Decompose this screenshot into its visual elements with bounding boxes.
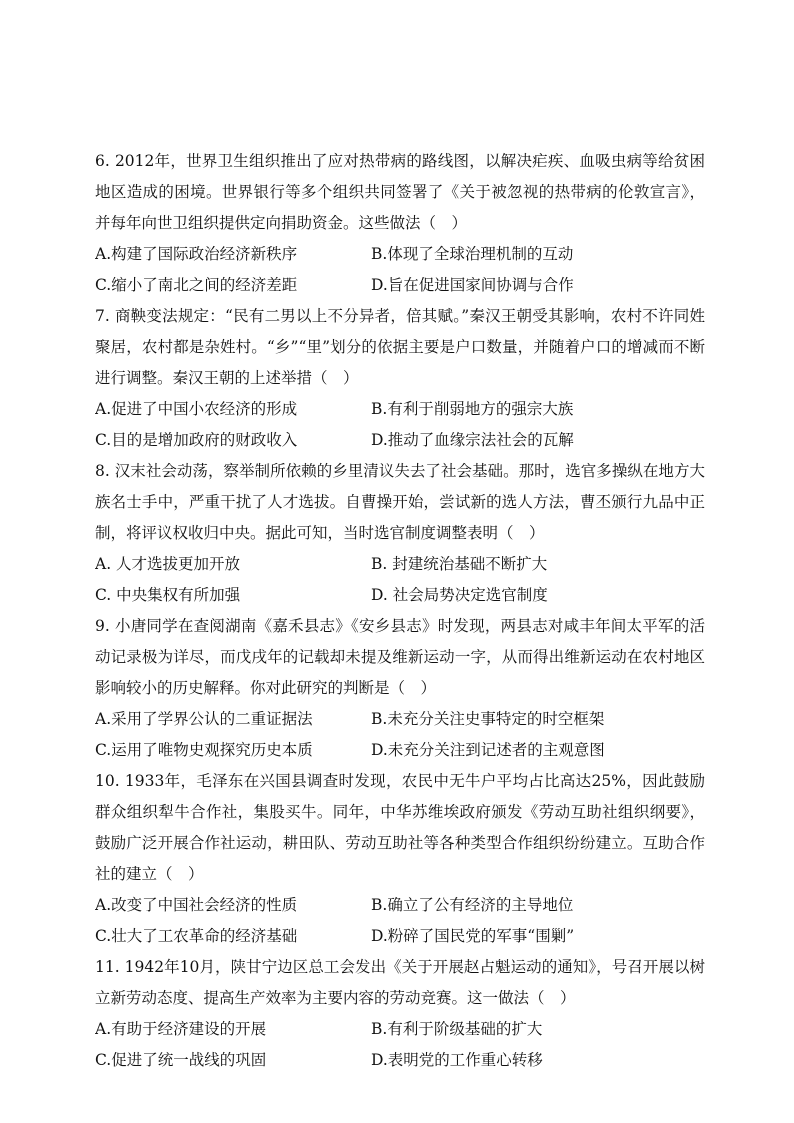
question-6 [95, 146, 705, 301]
question-stem: 7. 商鞅变法规定：“民有二男以上不分异者，倍其赋。”秦汉王朝受其影响，农村不许同姓聚居，农村都是杂姓村。“乡”“里”划分的依据主要是户口数量，并随着户口的增减而不断进行调整。秦汉王朝的上述举措（ ） [95, 307, 705, 387]
question-7 [95, 301, 705, 456]
question-10 [95, 766, 705, 952]
option-grid [95, 1014, 705, 1076]
option-c: C.壮大了工农革命的经济基础 [95, 927, 298, 945]
option-c: C.运用了唯物史观探究历史本质 [95, 741, 313, 759]
option-d: D.未充分关注到记述者的主观意图 [371, 741, 605, 759]
option-grid [95, 890, 705, 952]
option-d: D.粉碎了国民党的军事“围剿” [371, 927, 575, 945]
question-stem: 10. 1933年，毛泽东在兴国县调查时发现，农民中无牛户平均占比高达25%，因此鼓励群众组织犁牛合作社，集股买牛。同年，中华苏维埃政府颁发《劳动互助社组织纲要》，鼓励广泛开展合作社运动，耕田队、劳动互助社等各种类型合作组织纷纷建立。互助合作社的建立（ ） [95, 772, 705, 883]
option-a: A.改变了中国社会经济的性质 [95, 896, 298, 914]
option-a: A.构建了国际政治经济新秩序 [95, 245, 298, 263]
option-grid [95, 704, 705, 766]
option-b: B. 封建统治基础不断扩大 [371, 555, 548, 573]
question-8 [95, 456, 705, 611]
question-9 [95, 611, 705, 766]
option-c: C. 中央集权有所加强 [95, 586, 241, 604]
option-d: D. 社会局势决定选官制度 [371, 586, 548, 604]
option-a: A. 人才选拔更加开放 [95, 555, 241, 573]
option-b: B.体现了全球治理机制的互动 [371, 245, 574, 263]
question-stem: 9. 小唐同学在查阅湖南《嘉禾县志》《安乡县志》时发现，两县志对咸丰年间太平军的活动记录极为详尽，而戊戌年的记载却未提及维新运动一字，从而得出维新运动在农村地区影响较小的历史解释。你对此研究的判断是（ ） [95, 617, 705, 697]
option-d: D.旨在促进国家间协调与合作 [371, 276, 574, 294]
option-b: B.有利于削弱地方的强宗大族 [371, 400, 574, 418]
option-d: D.推动了血缘宗法社会的瓦解 [371, 431, 574, 449]
question-11 [95, 952, 705, 1076]
option-d: D.表明党的工作重心转移 [371, 1051, 543, 1069]
option-a: A.采用了学界公认的二重证据法 [95, 710, 313, 728]
option-grid [95, 549, 705, 611]
option-c: C.目的是增加政府的财政收入 [95, 431, 298, 449]
option-c: C.促进了统一战线的巩固 [95, 1051, 267, 1069]
question-list [95, 146, 705, 1076]
question-stem: 8. 汉末社会动荡，察举制所依赖的乡里清议失去了社会基础。那时，选官多操纵在地方大族名士手中，严重干扰了人才选拔。自曹操开始，尝试新的选人方法，曹丕颁行九品中正制，将评议权收归中央。据此可知，当时选官制度调整表明（ ） [95, 462, 705, 542]
question-stem: 6. 2012年，世界卫生组织推出了应对热带病的路线图，以解决疟疾、血吸虫病等给贫困地区造成的困境。世界银行等多个组织共同签署了《关于被忽视的热带病的伦敦宣言》，并每年向世卫组织提供定向捐助资金。这些做法（ ） [95, 152, 705, 232]
option-grid [95, 394, 705, 456]
option-b: B.未充分关注史事特定的时空框架 [371, 710, 605, 728]
question-stem: 11. 1942年10月，陕甘宁边区总工会发出《关于开展赵占魁运动的通知》，号召开展以树立新劳动态度、提高生产效率为主要内容的劳动竞赛。这一做法（ ） [95, 958, 705, 1007]
option-b: B.确立了公有经济的主导地位 [371, 896, 574, 914]
option-b: B.有利于阶级基础的扩大 [371, 1020, 543, 1038]
option-c: C.缩小了南北之间的经济差距 [95, 276, 298, 294]
option-a: A.有助于经济建设的开展 [95, 1020, 267, 1038]
option-a: A.促进了中国小农经济的形成 [95, 400, 298, 418]
option-grid [95, 239, 705, 301]
